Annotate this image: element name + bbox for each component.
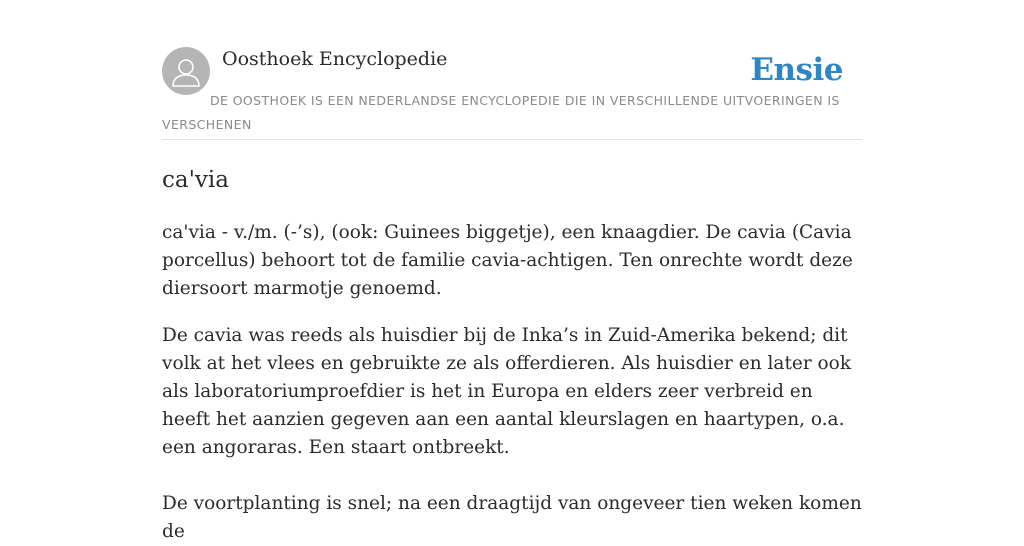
entry-paragraph: ca'via - v./m. (-’s), (ook: Guinees biggetje), een knaagdier. De cavia (Cavia porcellus) behoort tot de familie cavia-achtigen. Ten onrechte wordt deze diersoort marmotje genoemd.	[162, 222, 853, 299]
brand-logo[interactable]: Ensie	[750, 52, 843, 88]
site-tagline: DE OOSTHOEK IS EEN NEDERLANDSE ENCYCLOPEDIE DIE IN VERSCHILLENDE UITVOERINGEN IS VERSCHENEN	[162, 93, 840, 132]
user-avatar-icon[interactable]	[162, 47, 210, 95]
site-title[interactable]: Oosthoek Encyclopedie	[222, 48, 448, 70]
user-outline-icon	[162, 47, 210, 95]
entry-title: ca'via	[162, 167, 229, 193]
entry-paragraph: De cavia was reeds als huisdier bij de Inka’s in Zuid-Amerika bekend; dit volk at het vlees en gebruikte ze als offerdieren. Als huisdier en later ook als laboratoriumproefdier is het in Europa en elders zeer verbreid en heeft het aanzien gegeven aan een aantal kleurslagen en haartypen, o.a. een angoraras. Een staart ontbreekt.	[162, 325, 852, 458]
entry-paragraph: De voortplanting is snel; na een draagtijd van ongeveer tien weken komen de	[162, 493, 862, 542]
page	[162, 0, 862, 546]
site-header	[162, 47, 862, 140]
entry-article	[162, 140, 862, 546]
